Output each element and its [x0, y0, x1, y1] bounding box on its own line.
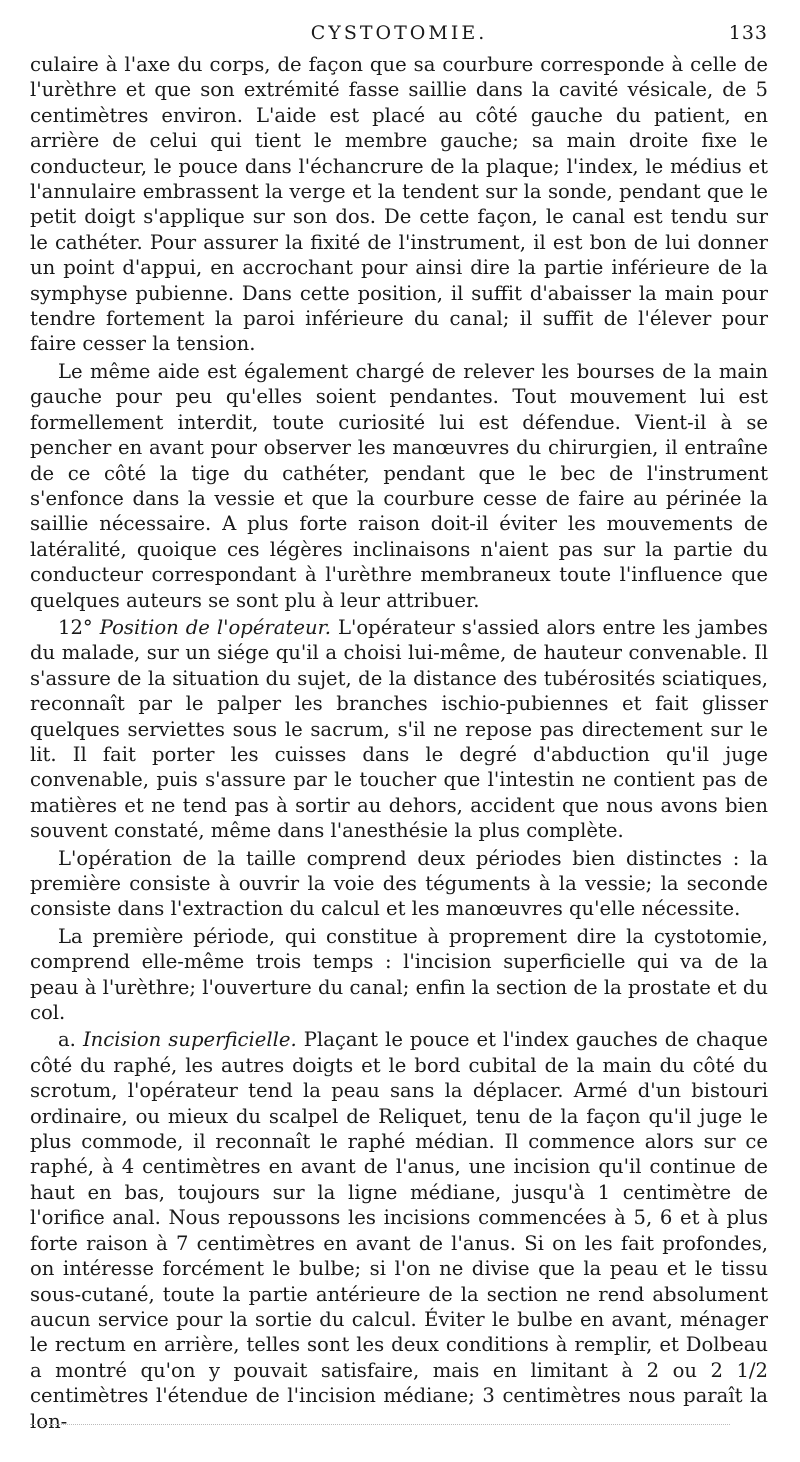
page-number: 133 [728, 22, 768, 44]
book-page [30, 22, 768, 1434]
section-heading: Incision superficielle. [82, 1028, 297, 1052]
footer-dotted-rule [30, 1424, 730, 1425]
body-text [30, 52, 768, 1434]
paragraph-text: La première période, qui constitue à proprement dire la cystotomie, comprend elle-même trois temps : l'incision superficielle qui va de la peau à l'urèthre; l'ouverture du canal; enfin la section de la prostate et du col. [30, 924, 768, 1025]
paragraph-1 [30, 52, 768, 357]
paragraph-text: Plaçant le pouce et l'index gauches de chaque côté du raphé, les autres doigts et le bord cubital de la main du côté du scrotum, l'opérateur tend la peau sans la déplacer. Armé d'un bistouri ordinaire, ou mieux du scalpel de Reliquet, tenu de la façon qu'il juge le plus commode, il reconnaît le raphé médian. Il commence alors sur ce raphé, à 4 centimètres en avant de l'anus, une incision qu'il continue de haut en bas, toujours sur la ligne médiane, jusqu'à 1 centimètre de l'orifice anal. Nous repoussons les incisions commencées à 5, 6 et à plus forte raison à 7 centimètres en avant de l'anus. Si on les fait profondes, on intéresse forcément le bulbe; si l'on ne divise que la peau et le tissu sous-cutané, toute la partie antérieure de la section ne rend absolument aucun service pour la sortie du calcul. Éviter le bulbe en avant, ménager le rectum en arrière, telles sont les deux conditions à remplir, et Dolbeau a montré qu'on y pouvait satisfaire, mais en limitant à 2 ou 2 1/2 centimètres l'étendue de l'incision médiane; 3 centimètres nous paraît la lon- [30, 1028, 768, 1433]
page-header [30, 22, 768, 52]
paragraph-text: Le même aide est également chargé de relever les bourses de la main gauche pour peu qu'elles soient pendantes. Tout mouvement lui est formellement interdit, toute curiosité lui est défendue. Vient-il à se pencher en avant pour observer les manœuvres du chirurgien, il entraîne de ce côté la tige du cathéter, pendant que le bec de l'instrument s'enfonce dans la vessie et que la courbure cesse de faire au périnée la saillie nécessaire. A plus forte raison doit-il éviter les mouvements de latéralité, quoique ces légères inclinaisons n'aient pas sur la partie du conducteur correspondant à l'urèthre membraneux toute l'influence que quelques auteurs se sont plu à leur attribuer. [30, 359, 768, 612]
section-number: a. [58, 1028, 83, 1052]
section-heading: Position de l'opérateur. [99, 615, 332, 639]
paragraph-text: L'opérateur s'assied alors entre les jambes du malade, sur un siége qu'il a choisi lui-même, de hauteur convenable. Il s'assure de la situation du sujet, de la distance des tubérosités sciatiques, reconnaît par le palper les branches ischio-pubiennes et fait glisser quelques serviettes sous le sacrum, s'il ne repose pas directement sur le lit. Il fait porter les cuisses dans le degré d'abduction qu'il juge convenable, puis s'assure par le toucher que l'intestin ne contient pas de matières et ne tend pas à sortir au dehors, accident que nous avons bien souvent constaté, même dans l'anesthésie la plus complète. [30, 615, 768, 843]
paragraph-3 [30, 615, 768, 844]
paragraph-text: L'opération de la taille comprend deux périodes bien distinctes : la première consiste à ouvrir la voie des téguments à la vessie; la seconde consiste dans l'extraction du calcul et les manœuvres qu'elle nécessite. [30, 846, 768, 921]
paragraph-text: culaire à l'axe du corps, de façon que sa courbure corresponde à celle de l'urèthre et que son extrémité fasse saillie dans la cavité vésicale, de 5 centimètres environ. L'aide est placé au côté gauche du patient, en arrière de celui qui tient le membre gauche; sa main droite fixe le conducteur, le pouce dans l'échancrure de la plaque; l'index, le médius et l'annulaire embrassent la verge et la tendent sur la sonde, pendant que le petit doigt s'applique sur son dos. De cette façon, le canal est tendu sur le cathéter. Pour assurer la fixité de l'instrument, il est bon de lui donner un point d'appui, en accrochant pour ainsi dire la partie inférieure de la symphyse pubienne. Dans cette position, il suffit d'abaisser la main pour tendre fortement la paroi inférieure du canal; il suffit de l'élever pour faire cesser la tension. [30, 53, 768, 356]
section-number: 12° [58, 615, 100, 639]
running-title: CYSTOTOMIE. [310, 22, 488, 44]
paragraph-5 [30, 924, 768, 1026]
paragraph-6 [30, 1027, 768, 1434]
paragraph-2 [30, 359, 768, 613]
paragraph-4 [30, 846, 768, 922]
